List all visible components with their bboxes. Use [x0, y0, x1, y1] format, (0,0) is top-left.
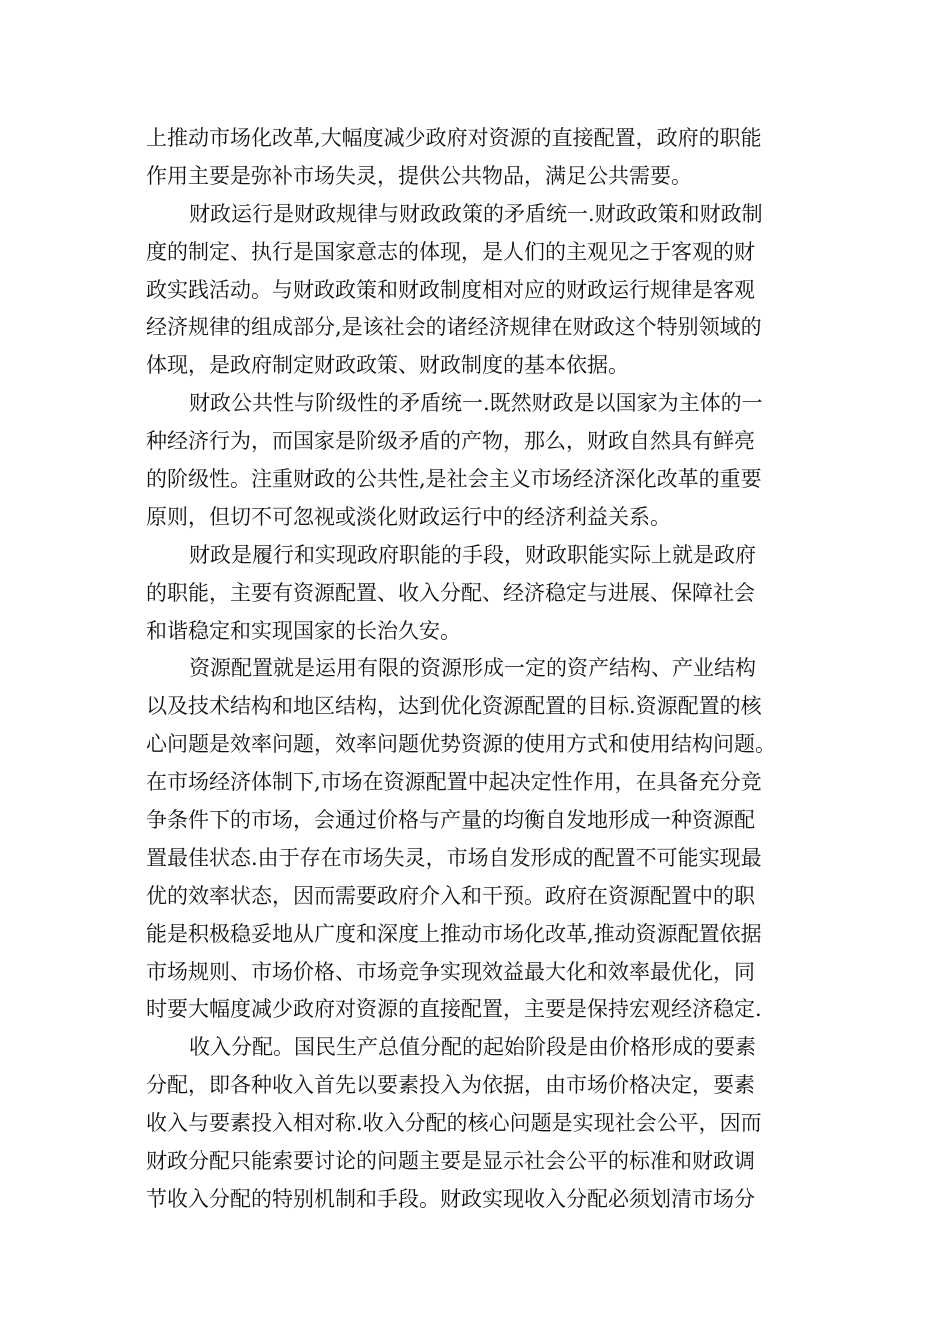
paragraph-first-line: 资源配置就是运用有限的资源形成一定的资产结构、产业结构	[189, 656, 756, 681]
text-line: 和谐稳定和实现国家的长治久安。	[146, 618, 461, 643]
text-line: 时要大幅度减少政府对资源的直接配置，主要是保持宏观经济稳定.	[146, 997, 762, 1022]
text-line: 市场规则、市场价格、市场竞争实现效益最大化和效率最优化，同	[146, 959, 755, 984]
paragraph-first-line: 财政是履行和实现政府职能的手段，财政职能实际上就是政府	[189, 542, 756, 567]
text-line: 政实践活动。与财政政策和财政制度相对应的财政运行规律是客观	[146, 277, 755, 302]
paragraph-first-line: 财政公共性与阶级性的矛盾统一.既然财政是以国家为主体的一	[189, 391, 763, 416]
text-line: 原则，但切不可忽视或淡化财政运行中的经济利益关系。	[146, 504, 671, 529]
paragraph-first-line: 收入分配。国民生产总值分配的起始阶段是由价格形成的要素	[189, 1035, 756, 1060]
text-line: 能是积极稳妥地从广度和深度上推动市场化改革,推动资源配置依据	[146, 921, 762, 946]
text-line: 在市场经济体制下,市场在资源配置中起决定性作用，在具备充分竞	[146, 770, 762, 795]
text-line: 的职能，主要有资源配置、收入分配、经济稳定与进展、保障社会	[146, 580, 755, 605]
text-line: 体现，是政府制定财政政策、财政制度的基本依据。	[146, 353, 629, 378]
text-line: 上推动市场化改革,大幅度减少政府对资源的直接配置，政府的职能	[146, 126, 762, 150]
text-line: 争条件下的市场，会通过价格与产量的均衡自发地形成一种资源配	[146, 808, 755, 833]
text-line: 的阶级性。注重财政的公共性,是社会主义市场经济深化改革的重要	[146, 467, 762, 492]
text-line: 优的效率状态，因而需要政府介入和干预。政府在资源配置中的职	[146, 883, 755, 908]
text-line: 收入与要素投入相对称.收入分配的核心问题是实现社会公平，因而	[146, 1111, 762, 1136]
paragraph-first-line: 财政运行是财政规律与财政政策的矛盾统一.财政政策和财政制	[189, 201, 763, 226]
text-line: 心问题是效率问题，效率问题优势资源的使用方式和使用结构问题。	[146, 732, 776, 757]
text-line: 节收入分配的特别机制和手段。财政实现收入分配必须划清市场分	[146, 1186, 755, 1211]
text-line: 分配，即各种收入首先以要素投入为依据，由市场价格决定，要素	[146, 1073, 755, 1098]
text-line: 度的制定、执行是国家意志的体现，是人们的主观见之于客观的财	[146, 239, 755, 264]
text-line: 财政分配只能索要讨论的问题主要是显示社会公平的标准和财政调	[146, 1149, 755, 1174]
text-line: 作用主要是弥补市场失灵，提供公共物品，满足公共需要。	[146, 163, 692, 188]
text-line: 经济规律的组成部分,是该社会的诸经济规律在财政这个特别领域的	[146, 315, 762, 340]
document-body	[146, 120, 806, 1219]
text-line: 以及技术结构和地区结构，达到优化资源配置的目标.资源配置的核	[146, 694, 762, 719]
text-line: 置最佳状态.由于存在市场失灵，市场自发形成的配置不可能实现最	[146, 845, 762, 870]
text-line: 种经济行为，而国家是阶级矛盾的产物，那么，财政自然具有鲜亮	[146, 429, 755, 454]
